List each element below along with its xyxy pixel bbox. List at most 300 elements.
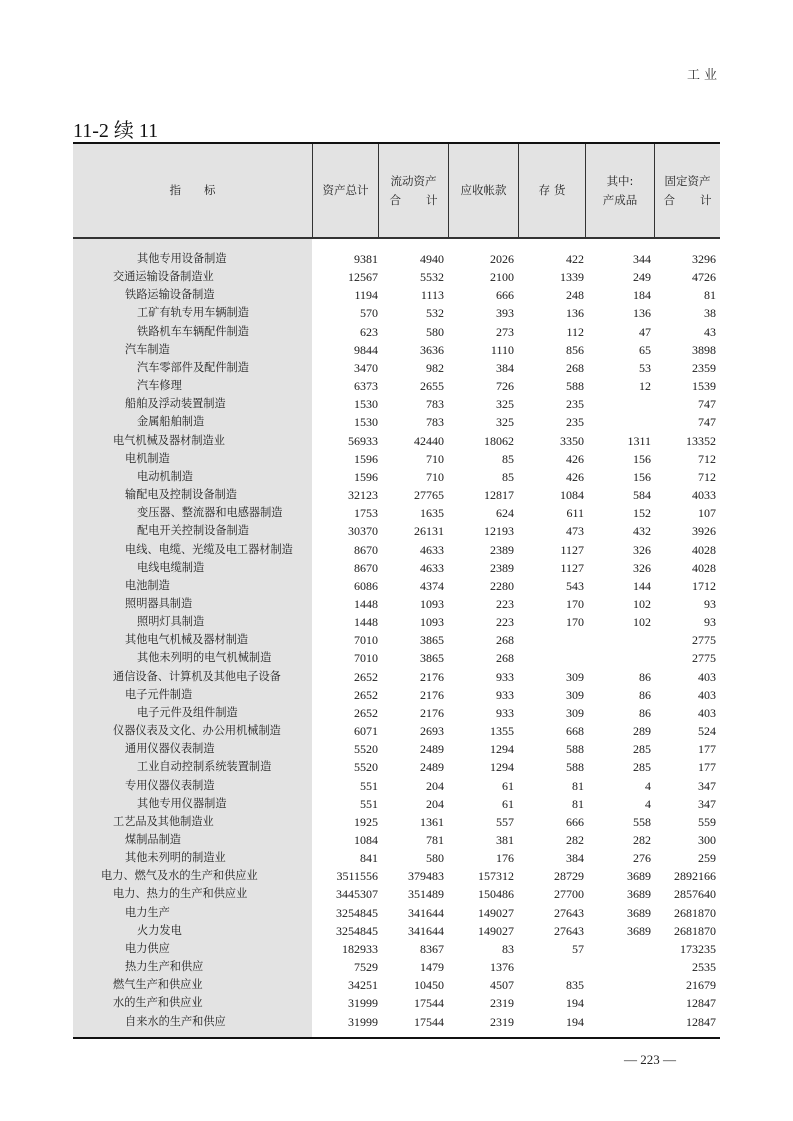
- cell-finished-goods: 86: [639, 687, 651, 702]
- table-bottom-rule: [73, 1037, 720, 1039]
- table-row: [73, 849, 720, 867]
- cell-total-assets: 3445307: [336, 887, 378, 902]
- cell-fixed-assets: 712: [698, 469, 716, 484]
- cell-receivables: 12193: [484, 524, 514, 539]
- cell-current-assets: 710: [426, 451, 444, 466]
- cell-fixed-assets: 403: [698, 705, 716, 720]
- cell-receivables: 2026: [490, 252, 514, 266]
- row-label: 电气机械及器材制造业: [113, 433, 225, 447]
- cell-finished-goods: 12: [639, 379, 651, 394]
- cell-fixed-assets: 2857640: [674, 887, 716, 902]
- row-label: 仪器仪表及文化、办公用机械制造: [113, 724, 281, 738]
- cell-inventory: 1339: [560, 270, 584, 285]
- cell-finished-goods: 3689: [627, 905, 651, 920]
- cell-finished-goods: 156: [633, 469, 651, 484]
- cell-fixed-assets: 4033: [692, 488, 716, 503]
- cell-current-assets: 580: [426, 324, 444, 339]
- table-row: [73, 613, 720, 631]
- cell-finished-goods: 326: [633, 560, 651, 575]
- row-label: 电力生产: [125, 905, 170, 919]
- row-label: 汽车零部件及配件制造: [137, 360, 249, 374]
- cell-fixed-assets: 38: [704, 306, 716, 321]
- table-row: [73, 922, 720, 940]
- row-label: 铁路机车车辆配件制造: [137, 324, 249, 338]
- table-row: [73, 649, 720, 667]
- cell-inventory: 235: [566, 397, 584, 412]
- cell-receivables: 2319: [490, 996, 514, 1011]
- cell-fixed-assets: 3926: [692, 524, 716, 539]
- cell-current-assets: 341644: [408, 923, 444, 938]
- header-indicator-label: 指 标: [169, 183, 216, 198]
- header-finished-goods: [585, 144, 654, 237]
- row-label: 汽车制造: [125, 342, 170, 356]
- cell-total-assets: 32123: [348, 488, 378, 503]
- cell-receivables: 393: [496, 306, 514, 321]
- cell-current-assets: 710: [426, 469, 444, 484]
- cell-current-assets: 2176: [420, 687, 444, 702]
- cell-current-assets: 5532: [420, 270, 444, 285]
- cell-fixed-assets: 2535: [692, 960, 716, 975]
- table-row: [73, 486, 720, 504]
- cell-finished-goods: 144: [633, 578, 651, 593]
- header-fixed-assets: [654, 144, 720, 237]
- cell-inventory: 112: [566, 324, 584, 339]
- row-label: 汽车修理: [137, 379, 182, 393]
- row-label: 照明器具制造: [125, 596, 193, 610]
- table-row: [73, 522, 720, 540]
- cell-total-assets: 5520: [354, 760, 378, 775]
- cell-total-assets: 56933: [348, 433, 378, 448]
- cell-current-assets: 783: [426, 397, 444, 412]
- table-row: [73, 758, 720, 776]
- cell-total-assets: 31999: [348, 1014, 378, 1029]
- table-row: [73, 395, 720, 413]
- cell-fixed-assets: 3898: [692, 342, 716, 357]
- cell-total-assets: 31999: [348, 996, 378, 1011]
- cell-inventory: 3350: [560, 433, 584, 448]
- cell-inventory: 422: [566, 252, 584, 266]
- cell-fixed-assets: 43: [704, 324, 716, 339]
- cell-finished-goods: 276: [633, 851, 651, 866]
- cell-fixed-assets: 2775: [692, 651, 716, 666]
- header-current-assets: [378, 144, 448, 237]
- row-label: 其他未列明的制造业: [125, 851, 226, 865]
- cell-receivables: 726: [496, 379, 514, 394]
- cell-current-assets: 341644: [408, 905, 444, 920]
- page-number: — 223 —: [624, 1052, 676, 1067]
- row-label: 其他电气机械及器材制造: [125, 633, 249, 647]
- table-body: [73, 250, 720, 1031]
- cell-finished-goods: 102: [633, 615, 651, 630]
- cell-fixed-assets: 712: [698, 451, 716, 466]
- cell-total-assets: 7010: [354, 633, 378, 648]
- cell-current-assets: 4633: [420, 560, 444, 575]
- cell-total-assets: 30370: [348, 524, 378, 539]
- cell-receivables: 176: [496, 851, 514, 866]
- cell-receivables: 1294: [490, 742, 514, 757]
- cell-receivables: 624: [496, 506, 514, 521]
- cell-inventory: 27643: [554, 923, 584, 938]
- cell-finished-goods: 558: [633, 814, 651, 829]
- table-row: [73, 286, 720, 304]
- cell-current-assets: 27765: [414, 488, 444, 503]
- header-fixed-assets-ji: 计: [700, 192, 712, 207]
- row-label: 其他专用设备制造: [137, 252, 227, 265]
- cell-receivables: 12817: [484, 488, 514, 503]
- table-row: [73, 359, 720, 377]
- cell-total-assets: 1753: [354, 506, 378, 521]
- cell-total-assets: 3254845: [336, 923, 378, 938]
- cell-inventory: 309: [566, 687, 584, 702]
- table-row: [73, 541, 720, 559]
- cell-total-assets: 5520: [354, 742, 378, 757]
- row-label: 金属船舶制造: [137, 415, 205, 429]
- table-row: [73, 668, 720, 686]
- cell-inventory: 835: [566, 978, 584, 993]
- cell-total-assets: 570: [360, 306, 378, 321]
- cell-finished-goods: 152: [633, 506, 651, 521]
- cell-receivables: 2389: [490, 542, 514, 557]
- cell-finished-goods: 289: [633, 724, 651, 739]
- cell-fixed-assets: 259: [698, 851, 716, 866]
- cell-finished-goods: 4: [645, 778, 651, 793]
- cell-current-assets: 1113: [420, 288, 444, 303]
- cell-total-assets: 6373: [354, 379, 378, 394]
- cell-receivables: 268: [496, 633, 514, 648]
- cell-current-assets: 379483: [408, 869, 444, 884]
- cell-receivables: 18062: [484, 433, 514, 448]
- cell-current-assets: 1635: [420, 506, 444, 521]
- cell-inventory: 81: [572, 796, 584, 811]
- cell-current-assets: 8367: [420, 941, 444, 956]
- cell-fixed-assets: 347: [698, 778, 716, 793]
- cell-fixed-assets: 93: [704, 596, 716, 611]
- cell-fixed-assets: 173235: [680, 941, 716, 956]
- row-label: 电池制造: [125, 578, 170, 592]
- cell-total-assets: 2652: [354, 687, 378, 702]
- table-row: [73, 740, 720, 758]
- header-current-assets-top: 流动资产: [390, 174, 437, 189]
- table-header: [73, 144, 720, 237]
- row-label: 电子元件及组件制造: [137, 705, 238, 719]
- cell-receivables: 325: [496, 415, 514, 430]
- cell-current-assets: 2655: [420, 379, 444, 394]
- cell-receivables: 1355: [490, 724, 514, 739]
- cell-inventory: 666: [566, 814, 584, 829]
- cell-current-assets: 982: [426, 360, 444, 375]
- header-fixed-assets-he: 合: [663, 192, 675, 207]
- cell-fixed-assets: 177: [698, 742, 716, 757]
- row-label: 照明灯具制造: [137, 615, 205, 629]
- cell-total-assets: 182933: [342, 941, 378, 956]
- cell-receivables: 2389: [490, 560, 514, 575]
- cell-finished-goods: 282: [633, 833, 651, 847]
- cell-receivables: 61: [502, 778, 514, 793]
- cell-inventory: 28729: [554, 869, 584, 884]
- row-label: 船舶及浮动装置制造: [125, 397, 226, 411]
- cell-finished-goods: 136: [633, 306, 651, 321]
- row-label: 自来水的生产和供应: [125, 1014, 226, 1028]
- cell-receivables: 83: [502, 941, 514, 956]
- cell-current-assets: 2176: [420, 669, 444, 684]
- cell-inventory: 282: [566, 833, 584, 847]
- cell-inventory: 81: [572, 778, 584, 793]
- cell-finished-goods: 102: [633, 596, 651, 611]
- cell-inventory: 194: [566, 1014, 584, 1029]
- cell-receivables: 273: [496, 324, 514, 339]
- row-label: 通用仪器仪表制造: [125, 742, 215, 756]
- cell-finished-goods: 3689: [627, 887, 651, 902]
- row-label: 配电开关控制设备制造: [137, 524, 249, 538]
- cell-finished-goods: 86: [639, 705, 651, 720]
- cell-current-assets: 10450: [414, 978, 444, 993]
- cell-finished-goods: 432: [633, 524, 651, 539]
- cell-fixed-assets: 2359: [692, 360, 716, 375]
- cell-receivables: 325: [496, 397, 514, 412]
- table-row: [73, 504, 720, 522]
- table-row: [73, 323, 720, 341]
- table-row: [73, 813, 720, 831]
- cell-fixed-assets: 1539: [692, 379, 716, 394]
- cell-finished-goods: 86: [639, 669, 651, 684]
- cell-finished-goods: 285: [633, 760, 651, 775]
- cell-fixed-assets: 747: [698, 397, 716, 412]
- cell-current-assets: 351489: [408, 887, 444, 902]
- cell-inventory: 170: [566, 596, 584, 611]
- row-label: 煤制品制造: [125, 833, 181, 846]
- cell-inventory: 57: [572, 941, 584, 956]
- row-label: 变压器、整流器和电感器制造: [137, 506, 283, 520]
- header-finished-bottom: 产成品: [602, 192, 638, 207]
- cell-total-assets: 3470: [354, 360, 378, 375]
- header-receivables: [448, 144, 518, 237]
- row-label: 电力、燃气及水的生产和供应业: [101, 869, 258, 883]
- table-row: [73, 904, 720, 922]
- table-row: [73, 450, 720, 468]
- table-row: [73, 976, 720, 994]
- cell-current-assets: 2489: [420, 760, 444, 775]
- row-label: 工业自动控制系统装置制造: [137, 760, 272, 774]
- row-label: 专用仪器仪表制造: [125, 778, 215, 792]
- cell-finished-goods: 3689: [627, 923, 651, 938]
- cell-finished-goods: 584: [633, 488, 651, 503]
- header-indicator: [73, 144, 312, 237]
- header-receivables-label: 应收帐款: [460, 183, 507, 198]
- cell-inventory: 1127: [560, 560, 584, 575]
- cell-finished-goods: 249: [633, 270, 651, 285]
- cell-fixed-assets: 4726: [692, 270, 716, 285]
- cell-receivables: 557: [496, 814, 514, 829]
- table-row: [73, 341, 720, 359]
- cell-receivables: 933: [496, 705, 514, 720]
- cell-receivables: 223: [496, 596, 514, 611]
- table-row: [73, 722, 720, 740]
- cell-receivables: 2319: [490, 1014, 514, 1029]
- cell-inventory: 27643: [554, 905, 584, 920]
- row-label: 工矿有轨专用车辆制造: [137, 306, 249, 320]
- cell-fixed-assets: 12847: [686, 1014, 716, 1029]
- cell-inventory: 1084: [560, 488, 584, 503]
- cell-fixed-assets: 107: [698, 506, 716, 521]
- row-label: 工艺品及其他制造业: [113, 814, 214, 828]
- cell-current-assets: 783: [426, 415, 444, 430]
- cell-total-assets: 8670: [354, 560, 378, 575]
- cell-receivables: 933: [496, 687, 514, 702]
- cell-fixed-assets: 403: [698, 669, 716, 684]
- cell-fixed-assets: 21679: [686, 978, 716, 993]
- cell-current-assets: 4374: [420, 578, 444, 593]
- cell-finished-goods: 53: [639, 360, 651, 375]
- row-label: 热力生产和供应: [125, 960, 204, 974]
- row-label: 其他未列明的电气机械制造: [137, 651, 272, 665]
- cell-current-assets: 4633: [420, 542, 444, 557]
- cell-receivables: 85: [502, 451, 514, 466]
- row-label: 输配电及控制设备制造: [125, 488, 237, 502]
- cell-total-assets: 1084: [354, 833, 378, 847]
- cell-finished-goods: 156: [633, 451, 651, 466]
- header-total-assets: [312, 144, 378, 237]
- table-row: [73, 831, 720, 849]
- row-label: 燃气生产和供应业: [113, 978, 203, 992]
- cell-current-assets: 532: [426, 306, 444, 321]
- table-row: [73, 940, 720, 958]
- cell-fixed-assets: 1712: [692, 578, 716, 593]
- cell-receivables: 1110: [490, 342, 514, 357]
- cell-fixed-assets: 524: [698, 724, 716, 739]
- cell-receivables: 85: [502, 469, 514, 484]
- cell-current-assets: 2489: [420, 742, 444, 757]
- cell-fixed-assets: 12847: [686, 996, 716, 1011]
- cell-receivables: 223: [496, 615, 514, 630]
- cell-inventory: 309: [566, 705, 584, 720]
- cell-receivables: 149027: [478, 905, 514, 920]
- cell-total-assets: 2652: [354, 669, 378, 684]
- table-row: [73, 268, 720, 286]
- row-label: 电动机制造: [137, 469, 193, 483]
- cell-receivables: 1376: [490, 960, 514, 975]
- cell-receivables: 933: [496, 669, 514, 684]
- cell-inventory: 268: [566, 360, 584, 375]
- row-label: 电力供应: [125, 941, 170, 955]
- table-row: [73, 867, 720, 885]
- cell-fixed-assets: 403: [698, 687, 716, 702]
- cell-fixed-assets: 4028: [692, 542, 716, 557]
- cell-current-assets: 2693: [420, 724, 444, 739]
- header-total-assets-label: 资产总计: [322, 183, 369, 198]
- cell-total-assets: 3254845: [336, 905, 378, 920]
- cell-total-assets: 2652: [354, 705, 378, 720]
- cell-total-assets: 1448: [354, 615, 378, 630]
- cell-fixed-assets: 2681870: [674, 923, 716, 938]
- cell-inventory: 543: [566, 578, 584, 593]
- cell-total-assets: 1596: [354, 469, 378, 484]
- table-row: [73, 958, 720, 976]
- cell-inventory: 426: [566, 451, 584, 466]
- cell-total-assets: 1925: [354, 814, 378, 829]
- cell-inventory: 426: [566, 469, 584, 484]
- cell-fixed-assets: 81: [704, 288, 716, 303]
- cell-current-assets: 3865: [420, 633, 444, 648]
- cell-inventory: 588: [566, 742, 584, 757]
- cell-receivables: 149027: [478, 923, 514, 938]
- table-row: [73, 559, 720, 577]
- cell-total-assets: 1194: [354, 288, 378, 303]
- row-label: 水的生产和供应业: [113, 996, 203, 1010]
- table-row: [73, 250, 720, 268]
- cell-receivables: 384: [496, 360, 514, 375]
- table-row: [73, 994, 720, 1012]
- cell-finished-goods: 1311: [627, 433, 651, 448]
- cell-current-assets: 17544: [414, 1014, 444, 1029]
- cell-inventory: 309: [566, 669, 584, 684]
- cell-total-assets: 841: [360, 851, 378, 866]
- row-label: 电子元件制造: [125, 687, 193, 701]
- cell-receivables: 61: [502, 796, 514, 811]
- cell-receivables: 381: [496, 833, 514, 847]
- cell-current-assets: 2176: [420, 705, 444, 720]
- cell-inventory: 588: [566, 760, 584, 775]
- table-row: [73, 413, 720, 431]
- cell-receivables: 2280: [490, 578, 514, 593]
- cell-finished-goods: 3689: [627, 869, 651, 884]
- table-row: [73, 577, 720, 595]
- table-row: [73, 468, 720, 486]
- cell-inventory: 668: [566, 724, 584, 739]
- table-row: [73, 704, 720, 722]
- cell-fixed-assets: 2681870: [674, 905, 716, 920]
- cell-fixed-assets: 13352: [686, 433, 716, 448]
- cell-inventory: 194: [566, 996, 584, 1011]
- cell-total-assets: 9844: [354, 342, 378, 357]
- header-fixed-assets-top: 固定资产: [664, 174, 711, 189]
- cell-total-assets: 12567: [348, 270, 378, 285]
- cell-inventory: 235: [566, 415, 584, 430]
- table-row: [73, 377, 720, 395]
- cell-current-assets: 17544: [414, 996, 444, 1011]
- cell-receivables: 268: [496, 651, 514, 666]
- cell-finished-goods: 326: [633, 542, 651, 557]
- cell-inventory: 611: [566, 506, 584, 521]
- cell-current-assets: 781: [426, 833, 444, 847]
- row-label: 火力发电: [137, 923, 182, 937]
- row-label: 铁路运输设备制造: [125, 288, 215, 302]
- cell-receivables: 4507: [490, 978, 514, 993]
- cell-current-assets: 4940: [420, 252, 444, 266]
- cell-total-assets: 6086: [354, 578, 378, 593]
- cell-total-assets: 1596: [354, 451, 378, 466]
- cell-finished-goods: 344: [633, 252, 651, 266]
- table-row: [73, 795, 720, 813]
- cell-fixed-assets: 2775: [692, 633, 716, 648]
- cell-receivables: 2100: [490, 270, 514, 285]
- cell-inventory: 384: [566, 851, 584, 866]
- cell-receivables: 1294: [490, 760, 514, 775]
- cell-fixed-assets: 93: [704, 615, 716, 630]
- cell-fixed-assets: 2892166: [674, 869, 716, 884]
- header-finished-top: 其中:: [606, 174, 634, 189]
- cell-inventory: 248: [566, 288, 584, 303]
- cell-inventory: 27700: [554, 887, 584, 902]
- cell-current-assets: 204: [426, 796, 444, 811]
- cell-inventory: 473: [566, 524, 584, 539]
- cell-total-assets: 7010: [354, 651, 378, 666]
- cell-fixed-assets: 300: [698, 833, 716, 847]
- cell-fixed-assets: 3296: [692, 252, 716, 266]
- cell-total-assets: 1530: [354, 397, 378, 412]
- cell-finished-goods: 4: [645, 796, 651, 811]
- cell-finished-goods: 47: [639, 324, 651, 339]
- header-inventory-label: 存 货: [538, 183, 566, 198]
